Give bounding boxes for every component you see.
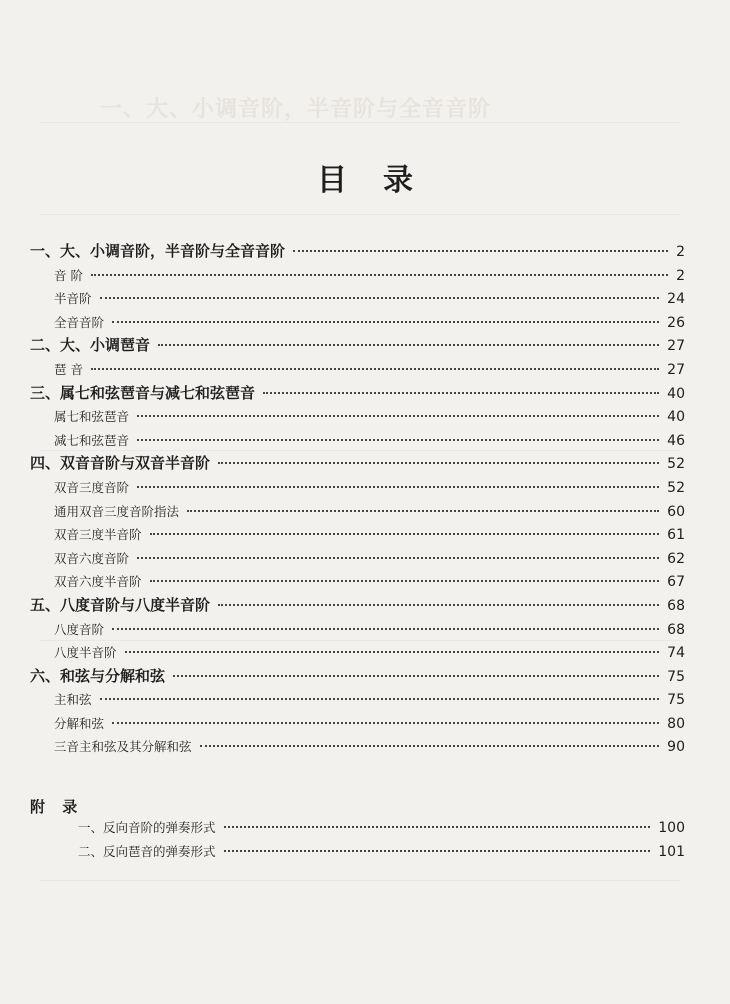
dot-leader [137,557,659,559]
toc-subentry-page-number: 60 [667,503,685,520]
dot-leader [91,274,668,276]
dot-leader [158,344,659,346]
toc-chapter-entry[interactable] [30,240,685,264]
appendix-heading: 附 录 [30,798,84,816]
toc-chapter-entry-page-number: 75 [667,668,685,685]
toc-chapter-entry-title: 二、大、小调琶音 [30,336,151,355]
dot-leader [263,392,659,394]
toc-subentry[interactable] [30,311,685,335]
toc-subentry[interactable] [30,712,685,736]
toc-subentry-page-number: 80 [667,715,685,732]
dot-leader [137,486,659,488]
toc-subentry-title: 属七和弦琶音 [54,409,130,425]
dot-leader [218,604,659,606]
page-title: 目录 [317,163,449,198]
table-of-contents [30,240,685,759]
toc-subentry[interactable] [30,476,685,500]
toc-subentry-page-number: 27 [667,361,685,378]
toc-subentry[interactable] [30,641,685,665]
toc-subentry-title: 分解和弦 [54,715,105,731]
dot-leader [112,722,659,724]
toc-subentry[interactable] [30,405,685,429]
toc-subentry-page-number: 52 [667,479,685,496]
dot-leader [91,368,659,370]
bleed-through-staff-line [40,122,680,123]
toc-subentry[interactable] [30,523,685,547]
bleed-through-staff-line [40,880,680,881]
toc-subentry[interactable] [30,735,685,759]
toc-subentry[interactable] [30,547,685,571]
toc-subentry-title: 双音三度音阶 [54,479,130,495]
toc-chapter-entry[interactable] [30,452,685,476]
toc-subentry-title: 半音阶 [54,291,92,307]
toc-chapter-entry-page-number: 2 [676,244,685,260]
toc-chapter-entry[interactable] [30,594,685,618]
dot-leader [137,415,659,417]
toc-subentry-page-number: 68 [667,621,685,638]
appendix-entry-title: 一、反向音阶的弹奏形式 [78,820,216,835]
dot-leader [100,698,660,700]
dot-leader [137,439,659,441]
toc-subentry[interactable] [30,570,685,594]
toc-subentry[interactable] [30,500,685,524]
dot-leader [150,580,660,582]
toc-chapter-entry-title: 一、大、小调音阶，半音阶与全音音阶 [30,242,286,260]
toc-chapter-entry-page-number: 52 [667,456,685,473]
dot-leader [100,297,660,299]
dot-leader [125,651,660,653]
toc-subentry-page-number: 24 [667,291,685,308]
dot-leader [224,850,651,852]
toc-subentry-title: 琶 音 [54,361,83,377]
toc-subentry-title: 音 阶 [54,267,83,283]
dot-leader [293,250,668,252]
toc-subentry[interactable] [30,688,685,712]
toc-subentry-page-number: 90 [667,739,685,756]
toc-chapter-entry-title: 五、八度音阶与八度半音阶 [30,595,211,614]
dot-leader [218,462,659,464]
dot-leader [224,826,651,828]
toc-chapter-entry-title: 四、双音音阶与双音半音阶 [30,454,211,473]
toc-chapter-entry-page-number: 68 [667,597,685,614]
toc-chapter-entry[interactable] [30,665,685,689]
appendix-entry-page-number: 100 [658,820,685,836]
appendix-entry[interactable] [54,816,685,840]
toc-subentry-title: 双音六度音阶 [54,550,130,566]
toc-chapter-entry-title: 六、和弦与分解和弦 [30,666,166,685]
toc-subentry-title: 通用双音三度音阶指法 [54,503,180,519]
toc-chapter-entry[interactable] [30,334,685,358]
appendix-entry[interactable] [54,840,685,864]
toc-subentry-title: 八度音阶 [54,621,105,637]
toc-chapter-entry-page-number: 40 [667,385,685,402]
toc-subentry-title: 减七和弦琶音 [54,432,130,448]
toc-subentry[interactable] [30,264,685,288]
toc-subentry-title: 三音主和弦及其分解和弦 [54,739,192,755]
toc-subentry[interactable] [30,429,685,453]
toc-subentry-page-number: 40 [667,409,685,426]
dot-leader [112,321,659,323]
dot-leader [112,628,659,630]
toc-subentry[interactable] [30,618,685,642]
bleed-through-staff-line [40,214,680,215]
dot-leader [187,510,659,512]
dot-leader [200,745,660,747]
toc-subentry[interactable] [30,358,685,382]
toc-subentry-title: 全音音阶 [54,314,105,330]
toc-subentry-page-number: 67 [667,574,685,591]
toc-subentry-title: 双音三度半音阶 [54,527,142,543]
dot-leader [173,675,659,677]
toc-subentry-title: 主和弦 [54,692,92,708]
toc-subentry-page-number: 26 [667,314,685,331]
toc-subentry-title: 八度半音阶 [54,645,117,661]
toc-subentry-title: 双音六度半音阶 [54,574,142,590]
toc-chapter-entry-page-number: 27 [667,338,685,355]
toc-subentry-page-number: 2 [676,267,685,284]
toc-subentry-page-number: 46 [667,432,685,449]
toc-chapter-entry-title: 三、属七和弦琶音与减七和弦琶音 [30,383,256,402]
toc-subentry-page-number: 74 [667,645,685,662]
appendix-entry-page-number: 101 [658,843,685,860]
toc-chapter-entry[interactable] [30,382,685,406]
toc-subentry-page-number: 75 [667,692,685,709]
toc-subentry[interactable] [30,287,685,311]
bleed-through-heading: 一、大、小调音阶，半音阶与全音音阶 [100,97,492,122]
toc-subentry-page-number: 62 [667,550,685,567]
toc-subentry-page-number: 61 [667,527,685,544]
appendix-list [54,816,685,863]
appendix-entry-title: 二、反向琶音的弹奏形式 [78,843,216,859]
dot-leader [150,533,660,535]
